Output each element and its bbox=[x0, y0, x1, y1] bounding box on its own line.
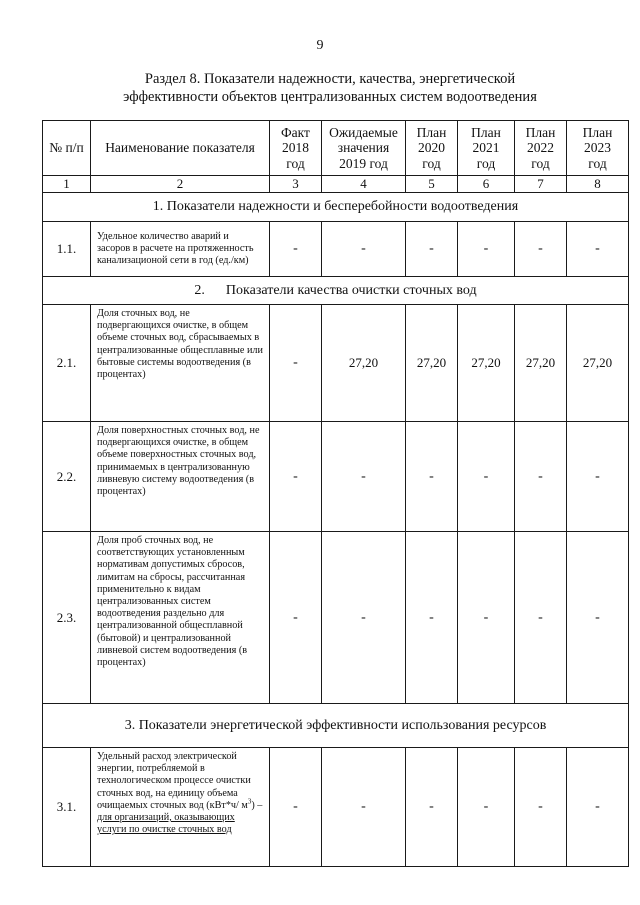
table-row bbox=[43, 422, 629, 532]
section-title bbox=[60, 70, 600, 106]
indicator-name: Удельное количество аварий и засоров в расчете на протяженность канализационой сети в год (ед./км) bbox=[91, 222, 270, 277]
column-number: 4 bbox=[322, 176, 406, 193]
header-plan-2023: План 2023 год bbox=[567, 121, 629, 176]
value-plan-2022: - bbox=[515, 422, 567, 532]
column-number: 1 bbox=[43, 176, 91, 193]
value-fact-2018: - bbox=[270, 222, 322, 277]
column-number: 8 bbox=[567, 176, 629, 193]
row-number: 2.3. bbox=[43, 532, 91, 704]
value-fact-2018: - bbox=[270, 305, 322, 422]
value-plan-2020: - bbox=[406, 532, 458, 704]
header-row bbox=[43, 121, 629, 176]
value-fact-2018: - bbox=[270, 532, 322, 704]
column-number-row bbox=[43, 176, 629, 193]
header-num: № п/п bbox=[43, 121, 91, 176]
table-row bbox=[43, 222, 629, 277]
value-plan-2022: 27,20 bbox=[515, 305, 567, 422]
section-heading: 2. Показатели качества очистки сточных вод bbox=[43, 277, 629, 305]
value-fact-2018: - bbox=[270, 748, 322, 867]
header-expected-2019: Ожидаемые значения 2019 год bbox=[322, 121, 406, 176]
column-number: 3 bbox=[270, 176, 322, 193]
section-heading: 1. Показатели надежности и бесперебойности водоотведения bbox=[43, 193, 629, 222]
value-plan-2022: - bbox=[515, 222, 567, 277]
row-number: 1.1. bbox=[43, 222, 91, 277]
section-row-1 bbox=[43, 193, 629, 222]
value-plan-2021: - bbox=[458, 422, 515, 532]
indicator-name: Удельный расход электрической энергии, потребляемой в технологическом процессе очистки сточных вод, на единицу объема очищаемых сточных вод (кВт*ч/ $м^3$) – для организаций, оказывающих услуги по очистке сточных вод bbox=[91, 748, 270, 867]
value-plan-2023: - bbox=[567, 422, 629, 532]
value-plan-2020: - bbox=[406, 748, 458, 867]
value-plan-2023: - bbox=[567, 222, 629, 277]
header-name: Наименование показателя bbox=[91, 121, 270, 176]
page-number: 9 bbox=[316, 38, 324, 53]
indicator-name-underlined: для организаций, оказывающих услуги по очистке сточных вод bbox=[97, 812, 235, 836]
indicators-table bbox=[42, 120, 629, 867]
header-plan-2020: План 2020 год bbox=[406, 121, 458, 176]
value-plan-2023: - bbox=[567, 748, 629, 867]
section-row-2 bbox=[43, 277, 629, 305]
table-row bbox=[43, 748, 629, 867]
section-row-3 bbox=[43, 704, 629, 748]
value-expected-2019: - bbox=[322, 748, 406, 867]
indicator-name: Доля сточных вод, не подвергающихся очистке, в общем объеме сточных вод, сбрасываемых в централизованные общесплавные или бытовые системы водоотведения (в процентах) bbox=[91, 305, 270, 422]
value-plan-2021: - bbox=[458, 532, 515, 704]
value-expected-2019: - bbox=[322, 422, 406, 532]
value-plan-2021: 27,20 bbox=[458, 305, 515, 422]
value-expected-2019: - bbox=[322, 222, 406, 277]
value-plan-2022: - bbox=[515, 748, 567, 867]
row-number: 2.2. bbox=[43, 422, 91, 532]
column-number: 5 bbox=[406, 176, 458, 193]
value-plan-2020: 27,20 bbox=[406, 305, 458, 422]
section-title-line-1: Раздел 8. Показатели надежности, качества, энергетической bbox=[144, 71, 516, 87]
column-number: 6 bbox=[458, 176, 515, 193]
column-number: 2 bbox=[91, 176, 270, 193]
value-plan-2023: 27,20 bbox=[567, 305, 629, 422]
value-plan-2021: - bbox=[458, 222, 515, 277]
table-row bbox=[43, 532, 629, 704]
value-plan-2023: - bbox=[567, 532, 629, 704]
section-title-line-2: эффективности объектов централизованных систем водоотведения bbox=[123, 89, 537, 105]
value-plan-2021: - bbox=[458, 748, 515, 867]
value-plan-2022: - bbox=[515, 532, 567, 704]
indicator-name: Доля поверхностных сточных вод, не подвергающихся очистке, в общем объеме поверхностных сточных вод, принимаемых в централизованную ливневую систему водоотведения (в процентах) bbox=[91, 422, 270, 532]
header-plan-2021: План 2021 год bbox=[458, 121, 515, 176]
row-number: 3.1. bbox=[43, 748, 91, 867]
row-number: 2.1. bbox=[43, 305, 91, 422]
value-plan-2020: - bbox=[406, 422, 458, 532]
value-fact-2018: - bbox=[270, 422, 322, 532]
header-plan-2022: План 2022 год bbox=[515, 121, 567, 176]
header-fact-2018: Факт 2018 год bbox=[270, 121, 322, 176]
column-number: 7 bbox=[515, 176, 567, 193]
table-row bbox=[43, 305, 629, 422]
section-heading: 3. Показатели энергетической эффективности использования ресурсов bbox=[43, 704, 629, 748]
indicator-name: Доля проб сточных вод, не соответствующих установленным нормативам допустимых сбросов, лимитам на сбросы, рассчитанная применительно к видам централизованных систем водоотведения раздельно для централизованной общесплавной (бытовой) и централизованной ливневой систем водоотведения (в процентах) bbox=[91, 532, 270, 704]
value-expected-2019: 27,20 bbox=[322, 305, 406, 422]
value-expected-2019: - bbox=[322, 532, 406, 704]
value-plan-2020: - bbox=[406, 222, 458, 277]
